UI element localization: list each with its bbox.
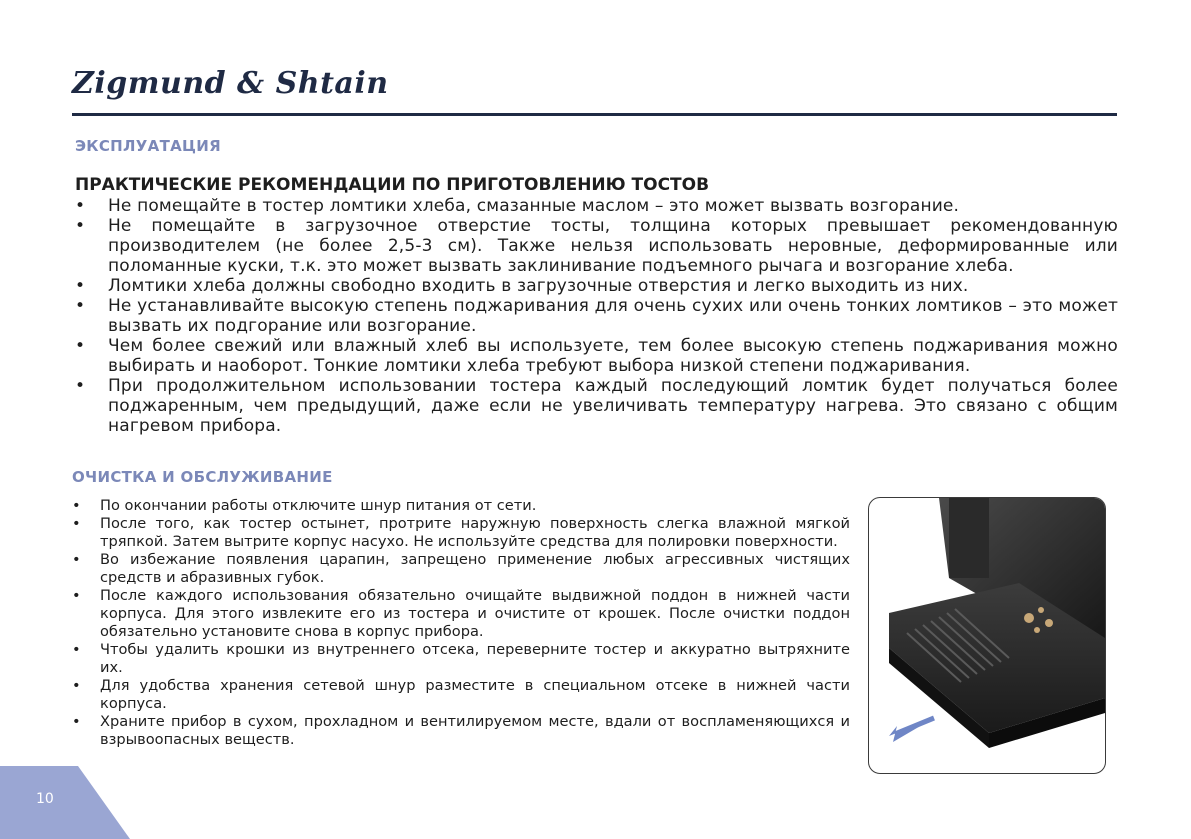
recommendations-heading: ПРАКТИЧЕСКИЕ РЕКОМЕНДАЦИИ ПО ПРИГОТОВЛЕНИЮ ТОСТОВ [75, 175, 710, 195]
brand-logo [72, 66, 389, 101]
list-item: • Храните прибор в сухом, прохладном и вентилируемом месте, вдали от воспламеняющихся и взрывоопасных веществ. [72, 713, 850, 749]
crumb-tray-photo [868, 497, 1106, 774]
logo-text: Zigmund & Shtain [72, 66, 389, 101]
recommendations-list [75, 196, 1118, 436]
page-number: 10 [36, 791, 54, 807]
list-item: • После того, как тостер остынет, протрите наружную поверхность слегка влажной мягкой тряпкой. Затем вытрите корпус насухо. Не используйте средства для полировки поверхности. [72, 515, 850, 551]
header-rule [72, 113, 1117, 116]
list-item: • Чем более свежий или влажный хлеб вы используете, тем более высокую степень поджаривания можно выбирать и наоборот. Тонкие ломтики хлеба требуют выбора низкой степени поджаривания. [75, 336, 1118, 376]
list-item: • Чтобы удалить крошки из внутреннего отсека, переверните тостер и аккуратно вытряхните их. [72, 641, 850, 677]
list-item: • Во избежание появления царапин, запрещено применение любых агрессивных чистящих средств и абразивных губок. [72, 551, 850, 587]
list-item: • Не устанавливайте высокую степень поджаривания для очень сухих или очень тонких ломтиков – это может вызвать их подгорание или возгорание. [75, 296, 1118, 336]
section-title-operation: ЭКСПЛУАТАЦИЯ [75, 137, 221, 155]
list-item: • Для удобства хранения сетевой шнур разместите в специальном отсеке в нижней части корпуса. [72, 677, 850, 713]
list-item: • Ломтики хлеба должны свободно входить в загрузочные отверстия и легко выходить из них. [75, 276, 1118, 296]
section-title-cleaning: ОЧИСТКА И ОБСЛУЖИВАНИЕ [72, 468, 333, 486]
list-item: • При продолжительном использовании тостера каждый последующий ломтик будет получаться более поджаренным, чем предыдущий, даже если не увеличивать температуру нагрева. Это связано с общим нагревом прибора. [75, 376, 1118, 436]
list-item: • По окончании работы отключите шнур питания от сети. [72, 497, 850, 515]
cleaning-list [72, 497, 850, 749]
page-corner [0, 766, 140, 839]
list-item: • Не помещайте в загрузочное отверстие тосты, толщина которых превышает рекомендованную производителем (не более 2,5-3 см). Также нельзя использовать неровные, деформированные или поломанные куски, т.к. это может вызвать заклинивание подъемного рычага и возгорание хлеба. [75, 216, 1118, 276]
list-item: • Не помещайте в тостер ломтики хлеба, смазанные маслом – это может вызвать возгорание. [75, 196, 1118, 216]
list-item: • После каждого использования обязательно очищайте выдвижной поддон в нижней части корпуса. Для этого извлеките его из тостера и очистите от крошек. После очистки поддон обязательно установите снова в корпус прибора. [72, 587, 850, 641]
